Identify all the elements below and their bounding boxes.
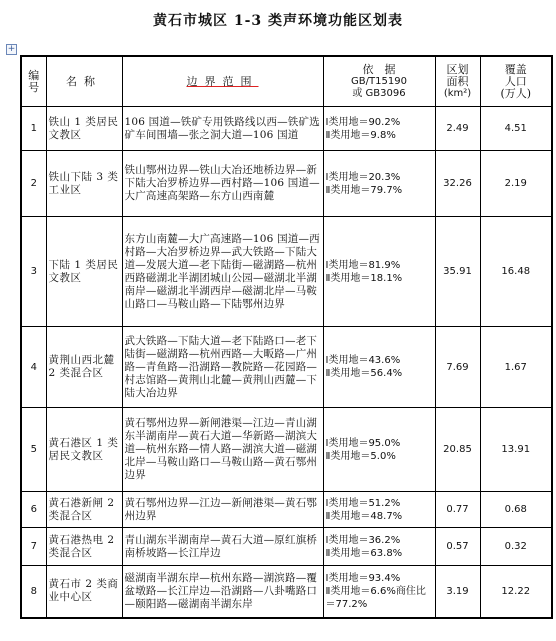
row-name: 铁山 1 类居民文教区 <box>46 107 122 151</box>
header-boundary: 边界范围 <box>122 56 323 107</box>
zoning-table <box>20 55 553 619</box>
row-boundary: 铁山鄂州边界—铁山大冶还地桥边界—新下陆大冶罗桥边界—西村路—106 国道—大广高速高架路—东方山西南麓 <box>122 151 323 217</box>
table-row <box>21 217 552 327</box>
row-boundary: 黄石鄂州边界—江边—新闸港渠—黄石鄂州边界 <box>122 492 323 528</box>
header-population: 覆盖 人口 (万人) <box>480 56 552 107</box>
row-population: 2.19 <box>480 151 552 217</box>
table-row <box>21 528 552 566</box>
row-boundary: 青山湖东半湖南岸—黄石大道—原红旗桥南桥坡路—长江岸边 <box>122 528 323 566</box>
header-area: 区划 面积 (km²) <box>435 56 480 107</box>
table-row <box>21 492 552 528</box>
row-name: 黄石港新闸 2 类混合区 <box>46 492 122 528</box>
row-boundary: 武大铁路—下陆大道—老下陆路口—老下陆街—磁湖路—杭州西路—大畈路—广州路—青鱼路—沿湖路—教院路—花园路—村志馆路—黄荆山北麓—黄荆山西麓—下陆大冶边界 <box>122 327 323 408</box>
row-area: 35.91 <box>435 217 480 327</box>
row-basis: Ⅰ类用地＝36.2% Ⅱ类用地＝63.8% <box>323 528 435 566</box>
row-name: 下陆 1 类居民文教区 <box>46 217 122 327</box>
row-basis: Ⅰ类用地＝51.2% Ⅱ类用地＝48.7% <box>323 492 435 528</box>
row-no: 6 <box>21 492 46 528</box>
row-name: 黄石港区 1 类居民文教区 <box>46 408 122 492</box>
row-basis: Ⅰ类用地＝43.6% Ⅱ类用地＝56.4% <box>323 327 435 408</box>
row-basis: Ⅰ类用地＝93.4% Ⅱ类用地＝6.6%商住比＝77.2% <box>323 566 435 618</box>
row-boundary: 磁湖南半湖东岸—杭州东路—湖滨路—覆盆墩路—长江岸边—沿湖路—八卦嘴路口—颐阳路—磁湖南半湖东岸 <box>122 566 323 618</box>
row-no: 7 <box>21 528 46 566</box>
row-population: 12.22 <box>480 566 552 618</box>
row-no: 3 <box>21 217 46 327</box>
row-no: 8 <box>21 566 46 618</box>
row-basis: Ⅰ类用地＝90.2% Ⅱ类用地＝9.8% <box>323 107 435 151</box>
row-area: 7.69 <box>435 327 480 408</box>
row-population: 0.32 <box>480 528 552 566</box>
row-boundary: 黄石鄂州边界—新闸港渠—江边—青山湖东半湖南岸—黄石大道—华新路—湖滨大道—杭州东路—情人路—湖滨大道—磁湖北岸—马鞍山路口—马鞍山路—黄石鄂州边界 <box>122 408 323 492</box>
row-no: 1 <box>21 107 46 151</box>
row-basis: Ⅰ类用地＝20.3% Ⅱ类用地＝79.7% <box>323 151 435 217</box>
row-basis: Ⅰ类用地＝95.0% Ⅱ类用地＝5.0% <box>323 408 435 492</box>
row-area: 2.49 <box>435 107 480 151</box>
row-population: 4.51 <box>480 107 552 151</box>
row-area: 20.85 <box>435 408 480 492</box>
row-area: 3.19 <box>435 566 480 618</box>
page-title: 黄石市城区 1-3 类声环境功能区划表 <box>152 13 404 29</box>
row-population: 1.67 <box>480 327 552 408</box>
row-basis: Ⅰ类用地＝81.9% Ⅱ类用地＝18.1% <box>323 217 435 327</box>
row-population: 16.48 <box>480 217 552 327</box>
row-area: 0.57 <box>435 528 480 566</box>
row-name: 黄荆山西北麓 2 类混合区 <box>46 327 122 408</box>
row-area: 32.26 <box>435 151 480 217</box>
row-population: 0.68 <box>480 492 552 528</box>
header-name: 名称 <box>46 56 122 107</box>
row-name: 黄石市 2 类商业中心区 <box>46 566 122 618</box>
header-no: 编 号 <box>21 56 46 107</box>
row-boundary: 106 国道—铁矿专用铁路线以西—铁矿选矿车间围墙—张之洞大道—106 国道 <box>122 107 323 151</box>
table-row <box>21 566 552 618</box>
table-row <box>21 107 552 151</box>
table-row <box>21 151 552 217</box>
row-area: 0.77 <box>435 492 480 528</box>
row-no: 4 <box>21 327 46 408</box>
move-icon[interactable]: + <box>7 44 16 54</box>
table-row <box>21 408 552 492</box>
row-boundary: 东方山南麓—大广高速路—106 国道—西村路—大冶罗桥边界—武大铁路—下陆大道—发展大道—老下陆街—磁湖路—杭州西路磁湖北半湖团城山公园—磁湖北半湖南岸—磁湖北半湖西岸—磁湖北岸—马鞍山路口—马鞍山路—下陆鄂州边界 <box>122 217 323 327</box>
row-name: 铁山下陆 3 类工业区 <box>46 151 122 217</box>
row-name: 黄石港热电 2 类混合区 <box>46 528 122 566</box>
header-basis: 依 据 GB/T15190 或 GB3096 <box>323 56 435 107</box>
row-no: 2 <box>21 151 46 217</box>
row-no: 5 <box>21 408 46 492</box>
table-header-row <box>21 56 552 107</box>
row-population: 13.91 <box>480 408 552 492</box>
table-row <box>21 327 552 408</box>
